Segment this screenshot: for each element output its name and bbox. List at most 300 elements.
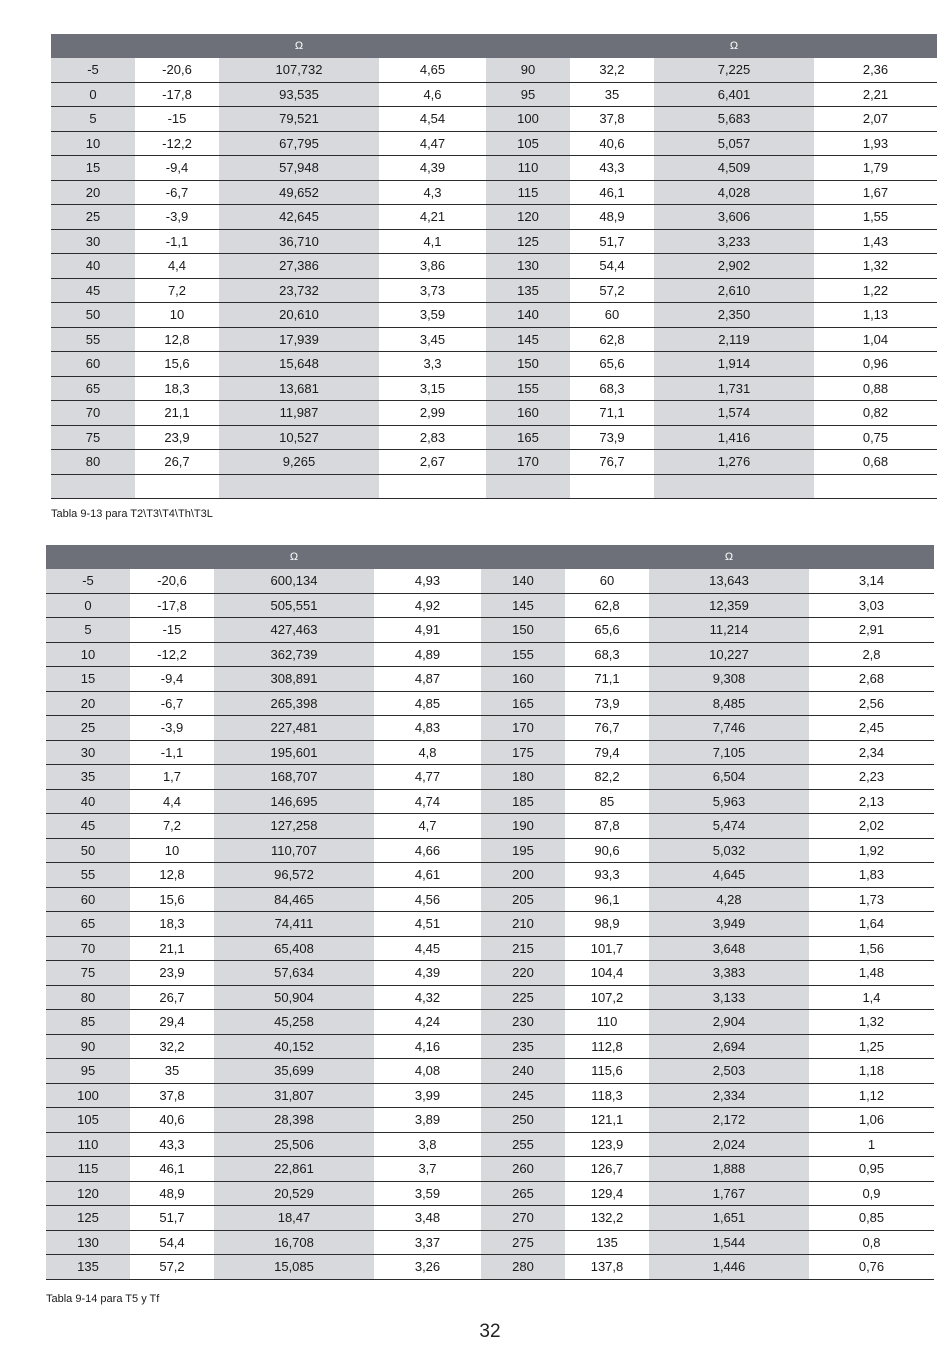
table-cell: 7,225 <box>654 58 814 82</box>
table-cell: 82,2 <box>565 765 649 790</box>
table-cell: 15,6 <box>130 887 214 912</box>
table-row <box>51 450 937 475</box>
table-cell: 15 <box>51 156 135 181</box>
table-cell: 48,9 <box>130 1181 214 1206</box>
table-cell: 4,87 <box>374 667 481 692</box>
table-cell: 1,544 <box>649 1230 809 1255</box>
table-cell: 60 <box>46 887 130 912</box>
table-cell: 225 <box>481 985 565 1010</box>
table-cell: 6,504 <box>649 765 809 790</box>
table-row <box>46 936 934 961</box>
table-cell: 0 <box>51 82 135 107</box>
table-cell: 40 <box>46 789 130 814</box>
table-cell: 18,3 <box>135 376 219 401</box>
table-header-row <box>46 545 934 569</box>
table-cell: 57,2 <box>130 1255 214 1280</box>
table-cell: 4,509 <box>654 156 814 181</box>
table-cell: 3,99 <box>374 1083 481 1108</box>
table-cell: 84,465 <box>214 887 374 912</box>
table-cell: 7,2 <box>130 814 214 839</box>
table-cell: 4,6 <box>379 82 486 107</box>
table-cell: 4,3 <box>379 180 486 205</box>
table-cell: 35 <box>130 1059 214 1084</box>
table-cell: 4,1 <box>379 229 486 254</box>
table-cell: 25,506 <box>214 1132 374 1157</box>
table-cell: 2,119 <box>654 327 814 352</box>
table-cell: 2,8 <box>809 642 934 667</box>
resistance-table-9-14 <box>46 545 934 1280</box>
table-row <box>51 376 937 401</box>
table-cell: 67,795 <box>219 131 379 156</box>
table-cell: 1,13 <box>814 303 937 328</box>
table-cell: 4,8 <box>374 740 481 765</box>
table-cell: 17,939 <box>219 327 379 352</box>
table-cell: 32,2 <box>130 1034 214 1059</box>
table-cell: -5 <box>51 58 135 82</box>
table-cell: 11,987 <box>219 401 379 426</box>
table-cell: 50 <box>51 303 135 328</box>
table-cell: 2,67 <box>379 450 486 475</box>
table-cell: 135 <box>46 1255 130 1280</box>
table-cell: 2,45 <box>809 716 934 741</box>
table-cell: 140 <box>486 303 570 328</box>
table-cell: 150 <box>481 618 565 643</box>
table-cell: 90 <box>46 1034 130 1059</box>
table-cell: 4,51 <box>374 912 481 937</box>
table-cell: 31,807 <box>214 1083 374 1108</box>
table-cell: 90 <box>486 58 570 82</box>
table-cell: 3,15 <box>379 376 486 401</box>
table-cell: 4,65 <box>379 58 486 82</box>
table-cell <box>814 474 937 499</box>
table-cell <box>379 474 486 499</box>
table-cell: 215 <box>481 936 565 961</box>
table-cell: 15,085 <box>214 1255 374 1280</box>
table-cell: 101,7 <box>565 936 649 961</box>
table-cell: 40,152 <box>214 1034 374 1059</box>
table-cell: 68,3 <box>570 376 654 401</box>
table-cell: 2,34 <box>809 740 934 765</box>
table-cell: 13,643 <box>649 569 809 593</box>
table-cell: 3,648 <box>649 936 809 961</box>
table-cell: 150 <box>486 352 570 377</box>
table-cell: 1,651 <box>649 1206 809 1231</box>
table-cell: 2,83 <box>379 425 486 450</box>
table-cell <box>570 474 654 499</box>
table-cell: 185 <box>481 789 565 814</box>
table-cell: 93,3 <box>565 863 649 888</box>
table-cell: 51,7 <box>130 1206 214 1231</box>
table-cell: 4,32 <box>374 985 481 1010</box>
table-cell: 79,4 <box>565 740 649 765</box>
table-cell: 255 <box>481 1132 565 1157</box>
table-cell <box>51 474 135 499</box>
table-cell: 120 <box>46 1181 130 1206</box>
table-cell: 3,383 <box>649 961 809 986</box>
table-cell: 2,503 <box>649 1059 809 1084</box>
table-cell: 1,56 <box>809 936 934 961</box>
table-cell: 96,1 <box>565 887 649 912</box>
table-cell: 4,61 <box>374 863 481 888</box>
header-cell <box>379 34 486 58</box>
table-cell: 4,83 <box>374 716 481 741</box>
table-row <box>46 667 934 692</box>
table-cell: 10 <box>135 303 219 328</box>
table-cell: 32,2 <box>570 58 654 82</box>
table-cell: 12,8 <box>135 327 219 352</box>
table-cell: 110,707 <box>214 838 374 863</box>
table-cell: 1,914 <box>654 352 814 377</box>
table-cell: 3,59 <box>374 1181 481 1206</box>
table-cell: 3,48 <box>374 1206 481 1231</box>
header-cell: Ω <box>219 34 379 58</box>
table-cell: 93,535 <box>219 82 379 107</box>
table-cell: 70 <box>51 401 135 426</box>
table-cell: 0,95 <box>809 1157 934 1182</box>
table-cell: 3,133 <box>649 985 809 1010</box>
table-cell: 112,8 <box>565 1034 649 1059</box>
table-cell: 2,68 <box>809 667 934 692</box>
table-cell: 5,032 <box>649 838 809 863</box>
table-row <box>46 569 934 593</box>
table-cell: 54,4 <box>130 1230 214 1255</box>
table-cell: 65,408 <box>214 936 374 961</box>
table-cell: 2,99 <box>379 401 486 426</box>
header-cell: Ω <box>654 34 814 58</box>
header-cell: Ω <box>214 545 374 569</box>
table-cell: 100 <box>486 107 570 132</box>
table-cell: 126,7 <box>565 1157 649 1182</box>
table-cell: 50,904 <box>214 985 374 1010</box>
table-cell: 1,25 <box>809 1034 934 1059</box>
table-row <box>51 425 937 450</box>
table-cell: 4,645 <box>649 863 809 888</box>
table-cell: 4,93 <box>374 569 481 593</box>
table-cell: 0,88 <box>814 376 937 401</box>
table-cell: 5,474 <box>649 814 809 839</box>
table-cell: 20,610 <box>219 303 379 328</box>
table-cell: 2,07 <box>814 107 937 132</box>
table-cell: 35,699 <box>214 1059 374 1084</box>
table-cell: 3,3 <box>379 352 486 377</box>
table-cell: 190 <box>481 814 565 839</box>
table-cell: 170 <box>481 716 565 741</box>
table-cell: 210 <box>481 912 565 937</box>
table-cell <box>486 474 570 499</box>
table-row <box>46 691 934 716</box>
table-cell: 4,08 <box>374 1059 481 1084</box>
table-cell: 220 <box>481 961 565 986</box>
header-cell <box>481 545 565 569</box>
table-cell: 362,739 <box>214 642 374 667</box>
table-cell: 1,731 <box>654 376 814 401</box>
table-cell: 10 <box>51 131 135 156</box>
table-cell: 48,9 <box>570 205 654 230</box>
table-cell: 1,32 <box>809 1010 934 1035</box>
table-cell: 3,03 <box>809 593 934 618</box>
table-row <box>46 961 934 986</box>
table-cell: 105 <box>486 131 570 156</box>
table-cell: 260 <box>481 1157 565 1182</box>
table-cell: 505,551 <box>214 593 374 618</box>
table-cell: 80 <box>46 985 130 1010</box>
resistance-table-9-13 <box>51 34 937 499</box>
table-cell: 1,7 <box>130 765 214 790</box>
table-cell: 57,634 <box>214 961 374 986</box>
header-cell <box>814 34 937 58</box>
table-cell: 140 <box>481 569 565 593</box>
table-cell: 2,610 <box>654 278 814 303</box>
header-cell <box>486 34 570 58</box>
table-cell: 42,645 <box>219 205 379 230</box>
table-cell: 75 <box>46 961 130 986</box>
table-cell: 3,37 <box>374 1230 481 1255</box>
table-cell: 3,8 <box>374 1132 481 1157</box>
table-row <box>46 814 934 839</box>
table-cell: 145 <box>481 593 565 618</box>
table-cell: 65 <box>46 912 130 937</box>
table-row <box>46 1108 934 1133</box>
table-cell: 35 <box>46 765 130 790</box>
table-cell: 23,732 <box>219 278 379 303</box>
table-cell: 54,4 <box>570 254 654 279</box>
header-cell <box>809 545 934 569</box>
table-cell: 115,6 <box>565 1059 649 1084</box>
table-cell: 37,8 <box>130 1083 214 1108</box>
table-cell: -3,9 <box>135 205 219 230</box>
header-cell <box>135 34 219 58</box>
table-cell: 1,18 <box>809 1059 934 1084</box>
table-cell: 1,416 <box>654 425 814 450</box>
table-cell: 3,14 <box>809 569 934 593</box>
table-cell: 2,334 <box>649 1083 809 1108</box>
table-cell: 12,359 <box>649 593 809 618</box>
table-cell: 11,214 <box>649 618 809 643</box>
table-cell: 98,9 <box>565 912 649 937</box>
table-row <box>46 618 934 643</box>
table-cell: 104,4 <box>565 961 649 986</box>
table-cell: 1,73 <box>809 887 934 912</box>
table-cell: 600,134 <box>214 569 374 593</box>
table-cell: 22,861 <box>214 1157 374 1182</box>
table-cell: 60 <box>51 352 135 377</box>
table-row <box>46 1010 934 1035</box>
table-row <box>51 82 937 107</box>
table-cell: 230 <box>481 1010 565 1035</box>
table-cell: 96,572 <box>214 863 374 888</box>
table-cell: 1,12 <box>809 1083 934 1108</box>
table-cell: 6,401 <box>654 82 814 107</box>
table-cell: 1,32 <box>814 254 937 279</box>
table-cell: 265,398 <box>214 691 374 716</box>
table-cell: 4,56 <box>374 887 481 912</box>
table-cell: 0,75 <box>814 425 937 450</box>
table-cell: 65 <box>51 376 135 401</box>
table-row <box>46 1034 934 1059</box>
table-cell: -5 <box>46 569 130 593</box>
table-row <box>51 474 937 499</box>
table-cell: -15 <box>130 618 214 643</box>
table-cell: 427,463 <box>214 618 374 643</box>
table-cell: 13,681 <box>219 376 379 401</box>
table-cell: 3,949 <box>649 912 809 937</box>
table-row <box>51 107 937 132</box>
table-cell: 15,6 <box>135 352 219 377</box>
table-cell: 16,708 <box>214 1230 374 1255</box>
table-cell: 26,7 <box>130 985 214 1010</box>
table-cell: 40,6 <box>570 131 654 156</box>
table-cell: 40,6 <box>130 1108 214 1133</box>
table-cell: 35 <box>570 82 654 107</box>
table-cell: 1,4 <box>809 985 934 1010</box>
table-cell: 4,54 <box>379 107 486 132</box>
table-cell: 18,47 <box>214 1206 374 1231</box>
header-cell <box>570 34 654 58</box>
table-cell: 123,9 <box>565 1132 649 1157</box>
table-cell: 175 <box>481 740 565 765</box>
table-row <box>46 985 934 1010</box>
table-cell: 4,47 <box>379 131 486 156</box>
table-cell: 43,3 <box>130 1132 214 1157</box>
table-cell: 51,7 <box>570 229 654 254</box>
table-cell: 4,028 <box>654 180 814 205</box>
table-cell: 127,258 <box>214 814 374 839</box>
table-cell: 10,527 <box>219 425 379 450</box>
table-cell: 20 <box>51 180 135 205</box>
table-cell: 95 <box>486 82 570 107</box>
table-cell: 145 <box>486 327 570 352</box>
table-header-row <box>51 34 937 58</box>
table-cell: 2,21 <box>814 82 937 107</box>
table-cell: 65,6 <box>565 618 649 643</box>
table-cell: 0,8 <box>809 1230 934 1255</box>
table-cell: 4,45 <box>374 936 481 961</box>
table-cell: 200 <box>481 863 565 888</box>
table-cell: 7,2 <box>135 278 219 303</box>
table-cell: 3,233 <box>654 229 814 254</box>
table-cell: 46,1 <box>570 180 654 205</box>
table-cell: 15,648 <box>219 352 379 377</box>
table-cell: 73,9 <box>570 425 654 450</box>
table-cell: 0,96 <box>814 352 937 377</box>
table-cell: 1,446 <box>649 1255 809 1280</box>
table-row <box>51 278 937 303</box>
table-cell: 1,55 <box>814 205 937 230</box>
table-cell: 4,4 <box>135 254 219 279</box>
table-cell: 132,2 <box>565 1206 649 1231</box>
table-cell: 280 <box>481 1255 565 1280</box>
table-cell: 27,386 <box>219 254 379 279</box>
table-cell: 2,23 <box>809 765 934 790</box>
table-cell: -3,9 <box>130 716 214 741</box>
header-cell <box>51 34 135 58</box>
table-cell: 5,057 <box>654 131 814 156</box>
table-cell: 1,888 <box>649 1157 809 1182</box>
table-cell: 76,7 <box>565 716 649 741</box>
table-cell: 265 <box>481 1181 565 1206</box>
table-cell: 4,4 <box>130 789 214 814</box>
table-cell: 110 <box>565 1010 649 1035</box>
table-cell: 80 <box>51 450 135 475</box>
table-row <box>46 642 934 667</box>
table-cell: 65,6 <box>570 352 654 377</box>
table-cell: 57,2 <box>570 278 654 303</box>
table-row <box>51 156 937 181</box>
table-row <box>51 401 937 426</box>
table-cell: 7,746 <box>649 716 809 741</box>
table-cell: 76,7 <box>570 450 654 475</box>
table-cell: 60 <box>570 303 654 328</box>
table-row <box>46 765 934 790</box>
table-cell: 1,83 <box>809 863 934 888</box>
table-cell: 100 <box>46 1083 130 1108</box>
table-cell: 26,7 <box>135 450 219 475</box>
table-cell: 2,904 <box>649 1010 809 1035</box>
table-cell: 70 <box>46 936 130 961</box>
table-cell: 1,574 <box>654 401 814 426</box>
table-cell <box>135 474 219 499</box>
header-cell <box>374 545 481 569</box>
table-cell: 4,39 <box>374 961 481 986</box>
table-row <box>46 1059 934 1084</box>
table-cell: 2,13 <box>809 789 934 814</box>
table-cell: 4,24 <box>374 1010 481 1035</box>
table-cell: 4,28 <box>649 887 809 912</box>
table-row <box>46 887 934 912</box>
table-cell: 0,85 <box>809 1206 934 1231</box>
table-cell: -9,4 <box>135 156 219 181</box>
table-cell: 118,3 <box>565 1083 649 1108</box>
table-cell: 1,48 <box>809 961 934 986</box>
table-cell: 130 <box>486 254 570 279</box>
table-cell: -20,6 <box>130 569 214 593</box>
table-cell: -6,7 <box>135 180 219 205</box>
table-cell: 87,8 <box>565 814 649 839</box>
table-cell: 74,411 <box>214 912 374 937</box>
table-cell: 121,1 <box>565 1108 649 1133</box>
table-cell: 71,1 <box>565 667 649 692</box>
table-cell: 160 <box>481 667 565 692</box>
table-cell: 2,694 <box>649 1034 809 1059</box>
table-cell: 57,948 <box>219 156 379 181</box>
table-cell: 37,8 <box>570 107 654 132</box>
table-cell: 3,86 <box>379 254 486 279</box>
table-row <box>51 58 937 82</box>
table-cell: 110 <box>486 156 570 181</box>
table-cell: -6,7 <box>130 691 214 716</box>
table-row <box>46 1206 934 1231</box>
table-cell: 4,89 <box>374 642 481 667</box>
table-cell: 30 <box>46 740 130 765</box>
table-cell: 2,350 <box>654 303 814 328</box>
table-cell: 85 <box>565 789 649 814</box>
table-caption-9-14: Tabla 9-14 para T5 y Tf <box>46 1293 160 1305</box>
table-cell: 3,606 <box>654 205 814 230</box>
table-cell: 0,76 <box>809 1255 934 1280</box>
table-cell: 45,258 <box>214 1010 374 1035</box>
table-cell: 62,8 <box>565 593 649 618</box>
table-cell: -9,4 <box>130 667 214 692</box>
table-cell: 146,695 <box>214 789 374 814</box>
table-cell: 21,1 <box>135 401 219 426</box>
header-cell <box>46 545 130 569</box>
table-row <box>51 180 937 205</box>
table-row <box>46 863 934 888</box>
table-cell: 1,04 <box>814 327 937 352</box>
table-row <box>51 352 937 377</box>
table-cell: 45 <box>51 278 135 303</box>
table-cell: -12,2 <box>130 642 214 667</box>
